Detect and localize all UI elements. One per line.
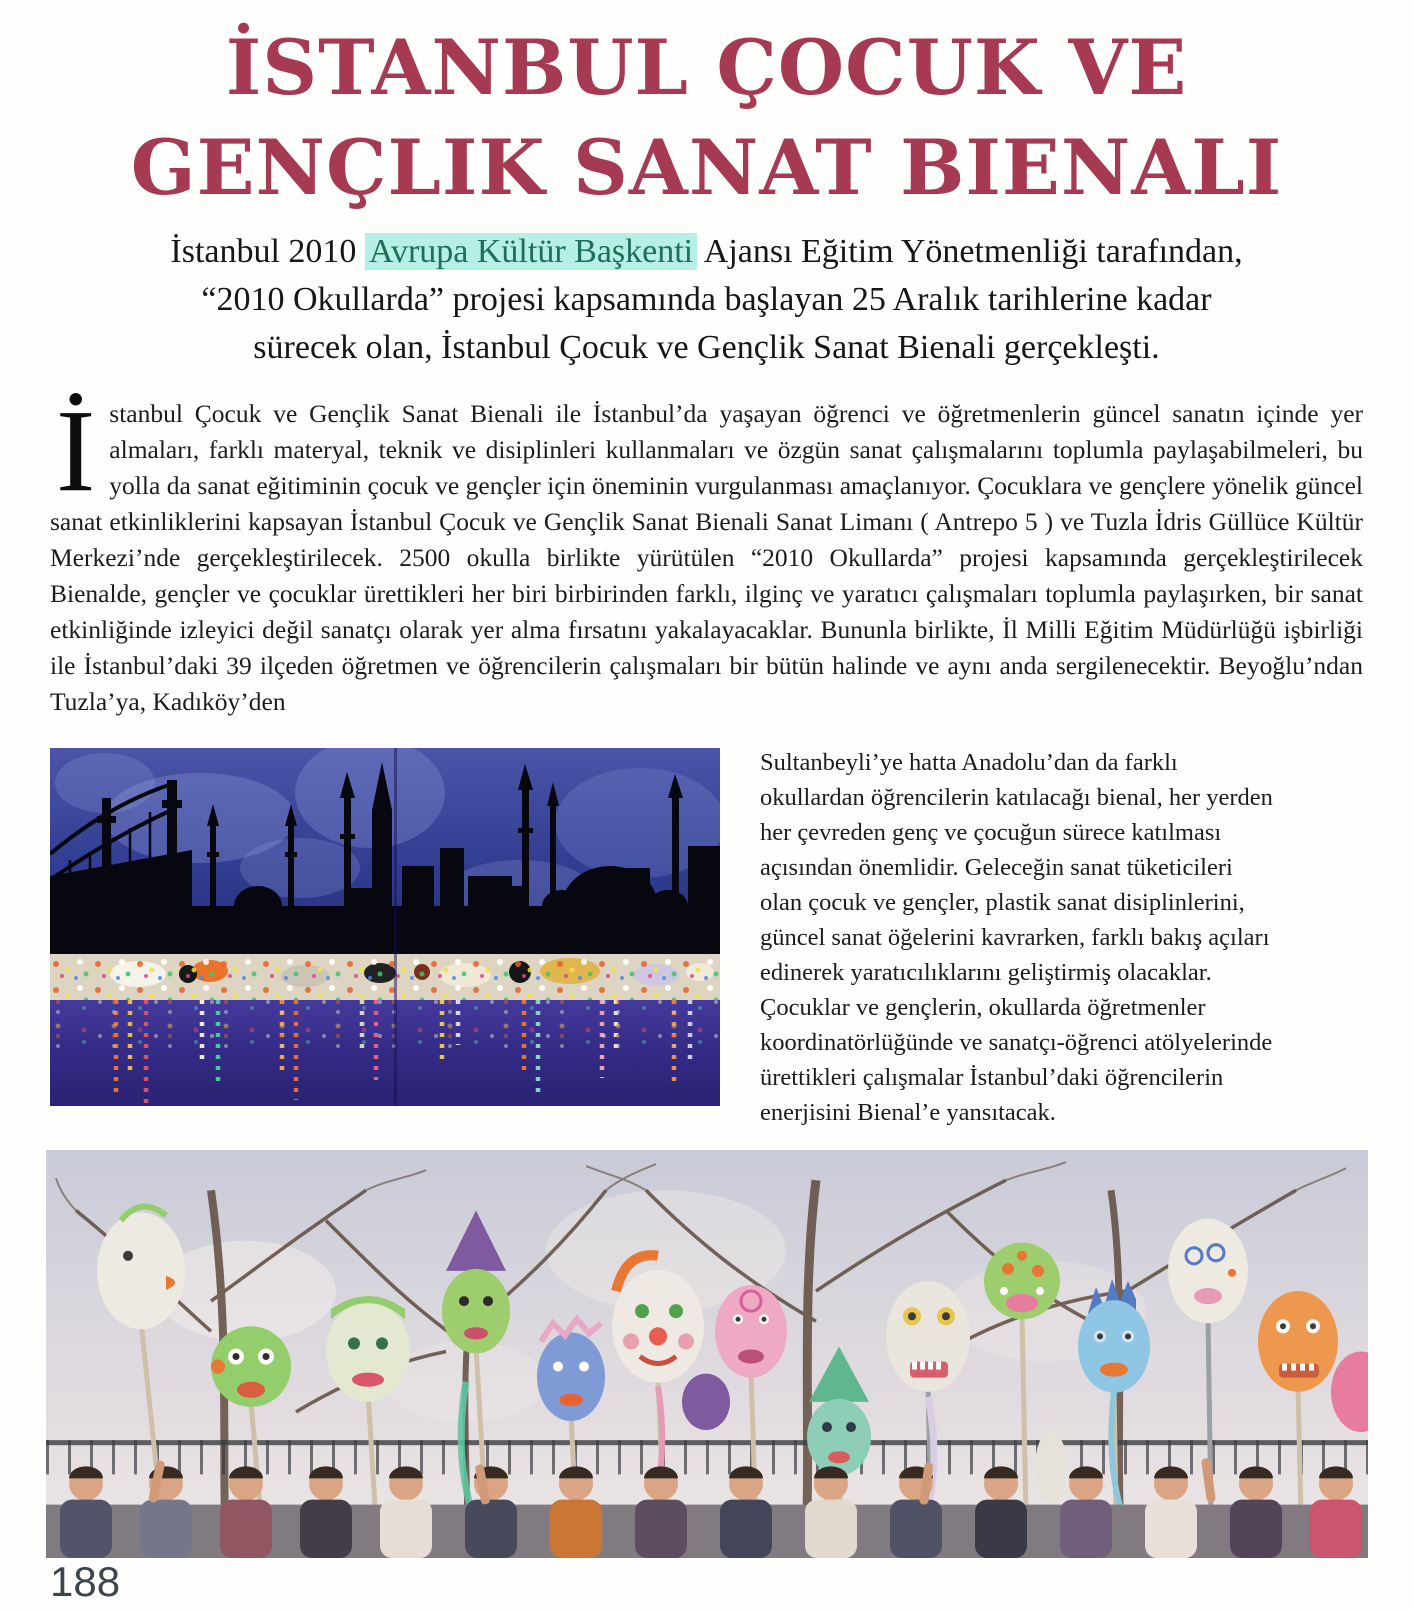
- page-title: [50, 18, 1363, 218]
- subtitle-line-1: [50, 228, 1363, 276]
- title-line-2: GENÇLIK SANAT BIENALI: [130, 123, 1283, 212]
- subtitle-line-2: “2010 Okullarda” projesi kapsamında başlayan 25 Aralık tarihlerine kadar: [201, 281, 1212, 318]
- media-row: [50, 720, 1363, 1154]
- parade-photo-image: [46, 1150, 1368, 1558]
- photo-warm-tint: [46, 1150, 1368, 1558]
- subtitle: [50, 228, 1363, 372]
- subtitle-line-1-pre: İstanbul 2010: [170, 233, 365, 270]
- drop-cap: İ: [56, 385, 96, 516]
- city-lights-band: [50, 954, 720, 1000]
- parade-photo-svg: [46, 1150, 1368, 1558]
- lead-paragraph-text: stanbul Çocuk ve Gençlik Sanat Bienali ile İstanbul’da yaşayan öğrenci ve öğretmenlerin güncel sanatın içinde yer almaları, farklı materyal, teknik ve disiplinleri kullanmaları ve özgün sanat çalışmalarını toplumla paylaşabilmeleri, bu yolla da sanat eğitiminin çocuk ve gençler için öneminin vurgulanması amaçlanıyor. Çocuklara ve gençlere yönelik güncel sanat etkinliklerini kapsayan İstanbul Çocuk ve Gençlik Sanat Bienali Sanat Limanı ( Antrepo 5 ) ve Tuzla İdris Güllüce Kültür Merkezi’nde gerçekleştirilecek. 2500 okulla birlikte yürütülen “2010 Okullarda” projesi kapsamında gerçekleştirilecek Bienalde, gençler ve çocuklar ürettikleri her biri birbirinden farklı, ilginç ve yaratıcı çalışmaları toplumla paylaşırken, bir sanat etkinliğinde izleyici değil sanatçı olarak yer alma fırsatını yakalayacaklar. Bununla birlikte, İl Milli Eğitim Müdürlüğü işbirliği ile İstanbul’daki 39 ilçeden öğretmen ve öğrencilerin çalışmaları bir bütün halinde ve aynı anda sergilenecektir. Beyoğlu’ndan Tuzla’ya, Kadıköy’den: [50, 399, 1363, 716]
- skyline-painting-svg: [50, 748, 720, 1106]
- title-line-1: İSTANBUL ÇOCUK VE: [225, 23, 1188, 112]
- skyline-painting-image: [50, 748, 720, 1106]
- article-body: [50, 385, 1363, 1154]
- highlighted-text: Avrupa Kültür Başkenti: [365, 233, 697, 270]
- panel-seam: [394, 748, 397, 1106]
- page-number: 188: [50, 1558, 130, 1606]
- page-content: [0, 18, 1413, 1154]
- lead-paragraph: [50, 385, 1363, 720]
- subtitle-line-3: sürecek olan, İstanbul Çocuk ve Gençlik Sanat Bienali gerçekleşti.: [253, 329, 1160, 366]
- wrapped-column-text: Sultanbeyli’ye hatta Anadolu’dan da farklı okullardan öğrencilerin katılacağı bienal, her yerden her çevreden genç ve çocuğun sürece katılması açısından önemlidir. Geleceğin sanat tüketicileri olan çocuk ve gençler, plastik sanat disiplinlerini, güncel sanat öğelerini kavrarken, farklı bakış açıları edinerek yaratıcılıklarını geliştirmiş olacaklar. Çocuklar ve gençlerin, okullarda öğretmenler koordinatörlüğünde ve sanatçı-öğrenci atölyelerinde ürettikleri çalışmalar İstanbul’daki öğrencilerin enerjisini Bienal’e yansıtacak.: [760, 748, 1273, 1126]
- subtitle-line-1-post: Ajansı Eğitim Yönetmenliği tarafından,: [697, 233, 1243, 270]
